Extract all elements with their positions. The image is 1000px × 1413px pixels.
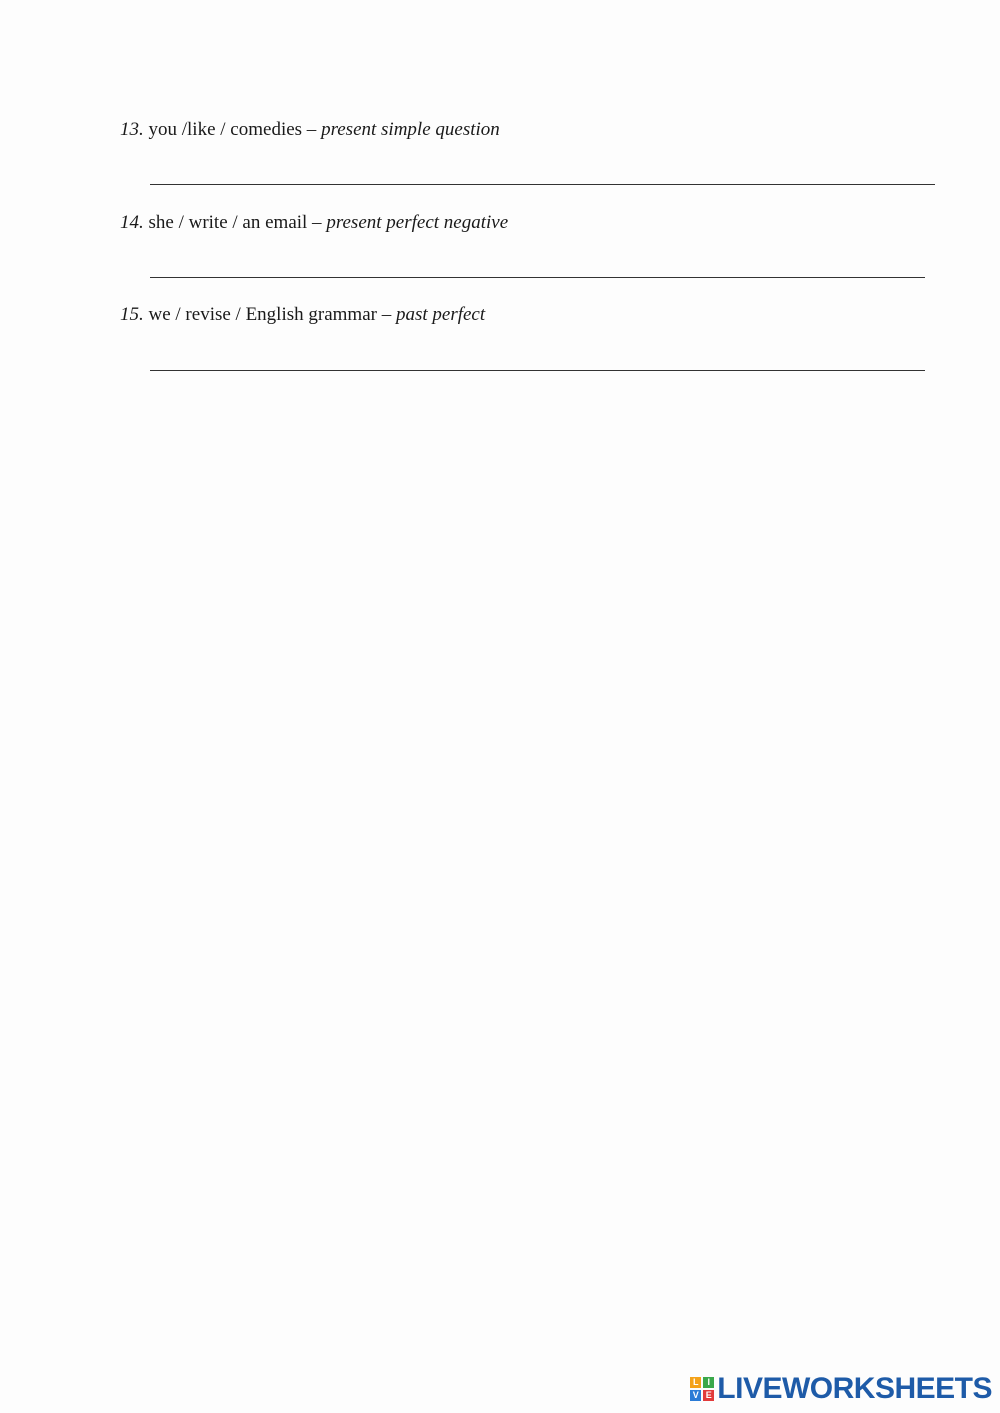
question-prompt: we / revise / English grammar – (148, 304, 396, 325)
logo-square-2: I (703, 1377, 714, 1388)
answer-line-15[interactable] (150, 370, 925, 371)
question-tense: present perfect negative (326, 212, 509, 233)
logo-square-3: V (690, 1390, 701, 1401)
question-13 (120, 118, 500, 142)
question-tense: present simple question (321, 119, 500, 140)
question-tense: past perfect (395, 304, 486, 325)
question-number: 13. (120, 119, 144, 140)
logo-square-4: E (703, 1390, 714, 1401)
question-prompt: you /like / comedies – (148, 119, 322, 140)
liveworksheets-logo (690, 1371, 992, 1407)
logo-squares-icon (690, 1377, 714, 1401)
question-14 (120, 211, 508, 235)
answer-line-13[interactable] (150, 184, 935, 185)
question-number: 14. (120, 212, 144, 233)
logo-text: LIVEWORKSHEETS (717, 1372, 992, 1405)
question-number: 15. (120, 304, 144, 325)
question-prompt: she / write / an email – (148, 212, 327, 233)
logo-square-1: L (690, 1377, 701, 1388)
answer-line-14[interactable] (150, 277, 925, 278)
question-15 (120, 303, 485, 327)
